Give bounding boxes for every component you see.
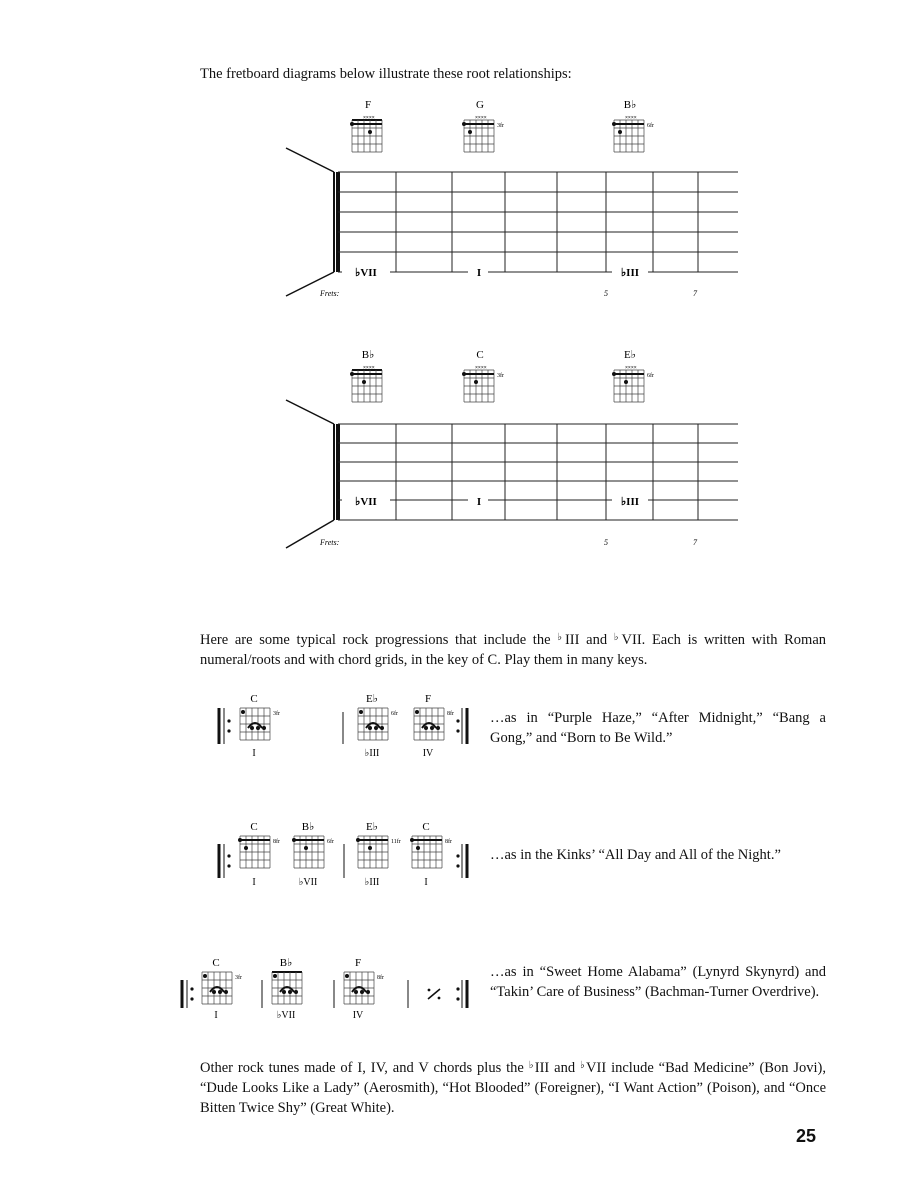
svg-text:8fr: 8fr [445, 839, 452, 845]
chord-name: B♭ [361, 349, 375, 361]
svg-text:8fr: 8fr [377, 975, 384, 981]
svg-text:B♭: B♭ [279, 957, 293, 969]
progressions-intro: Here are some typical rock progressions that include the ♭III and ♭VII. Each is written with Roman numeral/roots and with chord grids, in the key of C. Play them in many keys. [200, 632, 827, 668]
svg-text:3fr: 3fr [273, 711, 280, 717]
svg-text:I: I [424, 877, 428, 888]
svg-text:C: C [212, 957, 220, 969]
svg-text:××××: ×××× [363, 365, 375, 371]
chord-grid-c [462, 349, 504, 402]
root-numeral: I [476, 267, 482, 279]
svg-text:IV: IV [422, 748, 434, 759]
progression-2 [219, 821, 467, 888]
position-label: 6fr [647, 123, 654, 129]
svg-text:IV: IV [352, 1010, 364, 1021]
root-numeral: ♭III [620, 267, 640, 279]
progression-3 [182, 957, 467, 1021]
svg-text:♭VII: ♭VII [276, 1010, 296, 1021]
svg-text:B♭: B♭ [301, 821, 315, 833]
svg-text:F: F [354, 957, 362, 969]
frets-label: Frets: [320, 289, 340, 298]
chord-name: E♭ [624, 349, 636, 361]
root-numeral: ♭VII [355, 496, 377, 508]
svg-text:8fr: 8fr [447, 711, 454, 717]
chord-name: G [476, 99, 484, 111]
chord-grid-bb [350, 349, 382, 402]
chord-name: B♭ [623, 99, 637, 111]
chord-grid-f [350, 99, 382, 152]
fret-number: 7 [693, 538, 697, 547]
other-tunes-paragraph: Other rock tunes made of I, IV, and V chords plus the ♭III and ♭VII include “Bad Medicine” (Bon Jovi), “Dude Looks Like a Lady” (Aerosmith), “Hot Blooded” (Foreigner), “I Want Action” (Poison), and “Once Bitten Twice Shy” (Great White). [200, 1060, 827, 1116]
chord-grid-g [462, 99, 504, 152]
frets-label: Frets: [320, 538, 340, 547]
svg-text:11fr: 11fr [391, 839, 401, 845]
svg-text:8fr: 8fr [273, 839, 280, 845]
svg-text:××××: ×××× [475, 115, 487, 121]
chord-grid-bb [612, 99, 654, 152]
svg-text:××××: ×××× [625, 365, 637, 371]
fret-number: 5 [604, 538, 608, 547]
svg-text:I: I [252, 877, 256, 888]
svg-text:F: F [424, 693, 432, 705]
svg-text:♭VII: ♭VII [298, 877, 318, 888]
svg-text:6fr: 6fr [327, 839, 334, 845]
svg-text:6fr: 6fr [391, 711, 398, 717]
fret-number: 5 [604, 289, 608, 298]
svg-text:E♭: E♭ [366, 821, 378, 833]
progression-1-caption: …as in “Purple Haze,” “After Midnight,” “Bang a Gong,” and “Born to Be Wild.” [490, 710, 826, 746]
svg-text:♭III: ♭III [364, 748, 380, 759]
svg-text:I: I [252, 748, 256, 759]
page-number: 25 [796, 1126, 817, 1146]
fretboard-1 [286, 99, 738, 298]
fret-number: 7 [693, 289, 697, 298]
svg-text:C: C [250, 693, 258, 705]
progression-1 [219, 693, 467, 759]
svg-text:××××: ×××× [625, 115, 637, 121]
position-label: 3fr [497, 123, 504, 129]
progression-3-caption: …as in “Sweet Home Alabama” (Lynyrd Skynyrd) and “Takin’ Care of Business” (Bachman-Turner Overdrive). [490, 964, 826, 1000]
svg-text:C: C [250, 821, 258, 833]
chord-grid-eb [358, 708, 398, 740]
svg-text:××××: ×××× [475, 365, 487, 371]
chord-grid-eb [612, 349, 654, 402]
position-label: 6fr [647, 373, 654, 379]
chord-name: F [364, 99, 372, 111]
position-label: 3fr [497, 373, 504, 379]
chord-grid-c [240, 708, 280, 740]
intro-text: The fretboard diagrams below illustrate these root relationships: [200, 66, 572, 82]
chord-name: C [476, 349, 484, 361]
svg-text:3fr: 3fr [235, 975, 242, 981]
progression-2-caption: …as in the Kinks’ “All Day and All of the Night.” [490, 847, 781, 863]
root-numeral: I [476, 496, 482, 508]
fretboard-2 [286, 349, 738, 548]
svg-text:I: I [214, 1010, 218, 1021]
root-numeral: ♭VII [355, 267, 377, 279]
svg-text:♭III: ♭III [364, 877, 380, 888]
svg-text:××××: ×××× [363, 115, 375, 121]
chord-grid-f [414, 708, 454, 740]
repeat-measure-icon [428, 989, 441, 1000]
root-numeral: ♭III [620, 496, 640, 508]
svg-text:E♭: E♭ [366, 693, 378, 705]
svg-text:C: C [422, 821, 430, 833]
